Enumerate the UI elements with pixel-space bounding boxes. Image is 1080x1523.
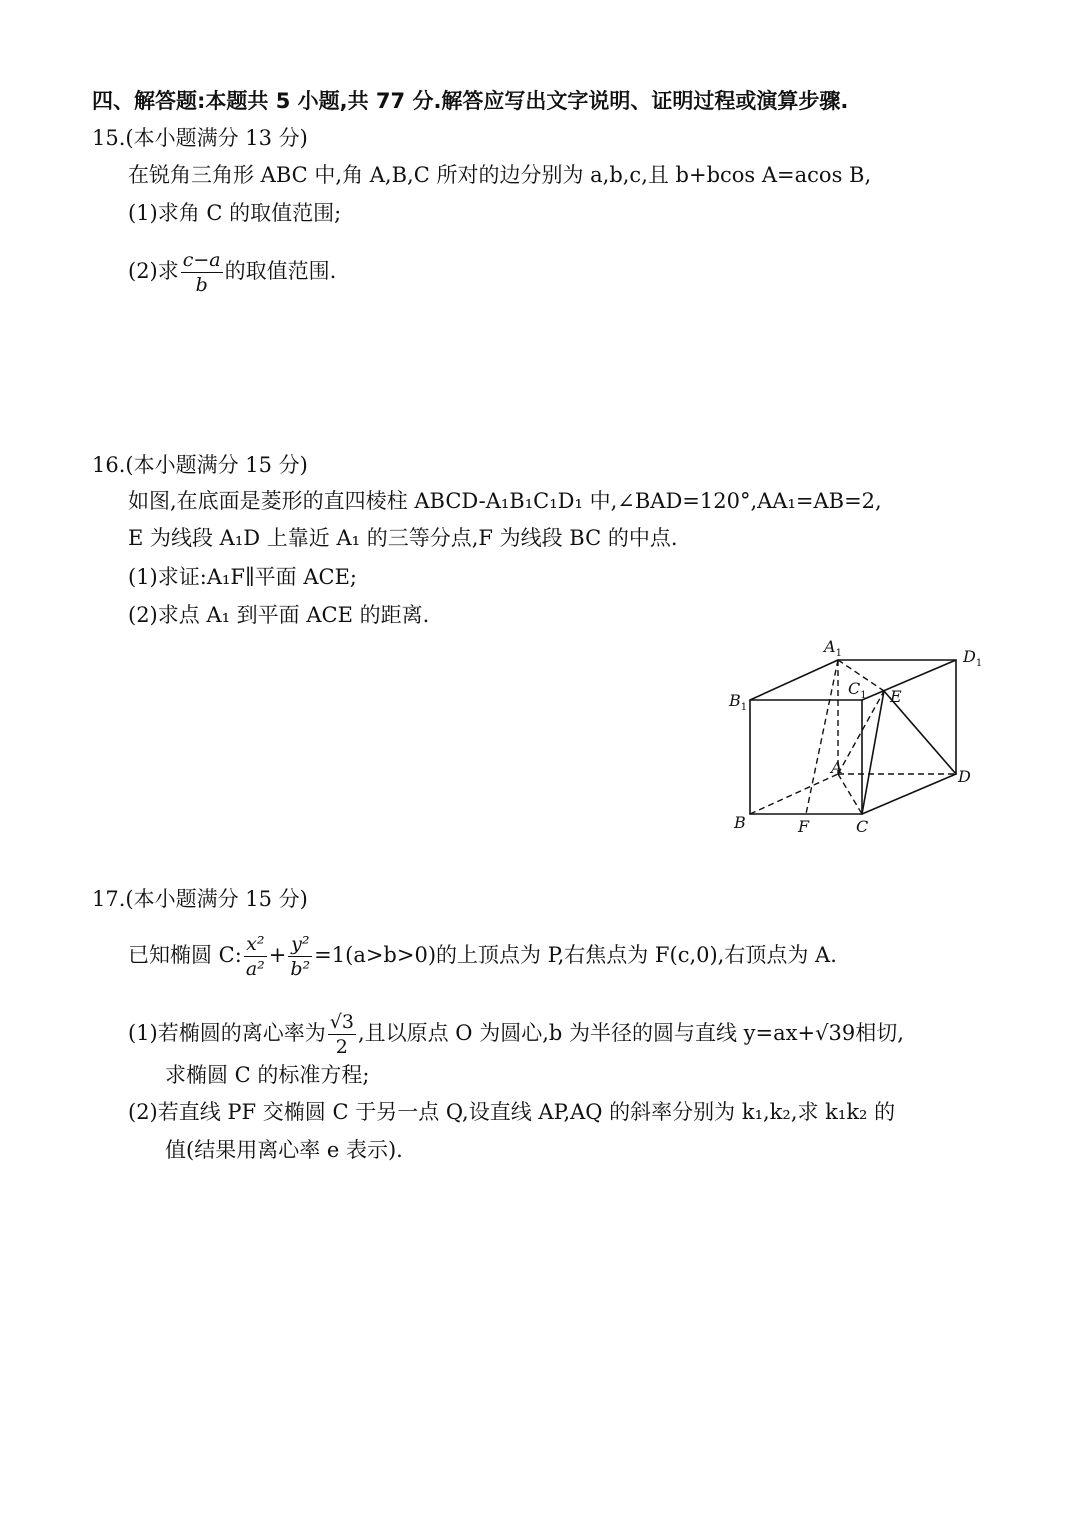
prism-figure	[720, 638, 990, 838]
label-B1: $B_1$	[729, 691, 748, 713]
q15-part2	[128, 248, 336, 297]
q16-part2: (2)求点 A₁ 到平面 ACE 的距离.	[128, 603, 430, 627]
q15-part2-numerator: c−a	[182, 249, 221, 271]
label-B: B	[734, 813, 746, 832]
edge-B1A1	[750, 660, 838, 700]
q17-fraction-x-num: x²	[244, 932, 267, 957]
q17-stem-suffix: =1(a>b>0)的上顶点为 P,右焦点为 F(c,0),右顶点为 A.	[314, 943, 837, 967]
label-F: F	[798, 817, 810, 836]
segment-A1F-hidden	[806, 660, 838, 814]
label-E: E	[890, 687, 902, 706]
section-header: 四、解答题:本题共 5 小题,共 77 分.解答应写出文字说明、证明过程或演算步骤.	[92, 89, 849, 113]
q17-part1-eccentricity-num: √3	[329, 1011, 354, 1033]
label-A1: $A_1$	[824, 638, 842, 659]
q17-fraction-y-num: y²	[288, 932, 312, 957]
q17-part1-mid: ,且以原点 O 为圆心,b 为半径的圆与直线 y=ax+	[357, 1021, 816, 1045]
q17-part1-line2: 求椭圆 C 的标准方程;	[165, 1063, 370, 1087]
q15-stem: 在锐角三角形 ABC 中,角 A,B,C 所对的边分别为 a,b,c,且 b+bcos A=acos B,	[128, 163, 872, 187]
label-A: A	[831, 758, 843, 777]
q17-fraction-y	[288, 932, 312, 981]
q16-part1: (1)求证:A₁F∥平面 ACE;	[128, 565, 357, 589]
q15-title: 15.(本小题满分 13 分)	[92, 126, 308, 150]
q17-stem	[128, 932, 837, 981]
q17-fraction-x-den: a²	[245, 958, 265, 980]
q15-part2-denominator: b	[195, 274, 208, 296]
q15-part2-prefix: (2)求	[128, 259, 179, 283]
q17-part1-end: 相切,	[855, 1021, 904, 1045]
q17-fraction-x	[244, 932, 267, 981]
q15-part2-suffix: 的取值范围.	[224, 259, 337, 283]
label-C: C	[856, 817, 869, 836]
segment-A1E-hidden	[838, 660, 884, 691]
label-D: D	[958, 767, 971, 786]
q17-part1	[128, 1010, 904, 1059]
edge-C1D1	[862, 660, 956, 700]
q17-part2-line2: 值(结果用离心率 e 表示).	[165, 1138, 403, 1162]
q17-part1-sqrt: √39	[815, 1021, 856, 1045]
q17-fraction-y-den: b²	[290, 958, 311, 980]
label-C1: $C_1$	[848, 679, 867, 701]
q17-stem-prefix: 已知椭圆 C:	[128, 943, 242, 967]
q16-stem-line2: E 为线段 A₁D 上靠近 A₁ 的三等分点,F 为线段 BC 的中点.	[128, 526, 678, 550]
q17-part1-eccentricity	[328, 1010, 356, 1059]
q17-part1-eccentricity-den: 2	[335, 1036, 348, 1058]
q16-stem-line1: 如图,在底面是菱形的直四棱柱 ABCD-A₁B₁C₁D₁ 中,∠BAD=120°,AA₁=AB=2,	[128, 489, 882, 513]
edge-CD	[862, 774, 956, 814]
q16-title: 16.(本小题满分 15 分)	[92, 453, 308, 477]
q17-title: 17.(本小题满分 15 分)	[92, 887, 308, 911]
edge-BA-hidden	[750, 774, 838, 814]
label-D1: $D_1$	[963, 647, 983, 669]
q17-part2-line1: (2)若直线 PF 交椭圆 C 于另一点 Q,设直线 AP,AQ 的斜率分别为 k₁,k₂,求 k₁k₂ 的	[128, 1100, 896, 1124]
segment-AC-hidden	[838, 774, 862, 814]
q15-part1: (1)求角 C 的取值范围;	[128, 201, 342, 225]
q17-stem-plus: +	[268, 943, 287, 967]
q15-part2-fraction	[181, 248, 223, 297]
q17-part1-prefix: (1)若椭圆的离心率为	[128, 1021, 326, 1045]
